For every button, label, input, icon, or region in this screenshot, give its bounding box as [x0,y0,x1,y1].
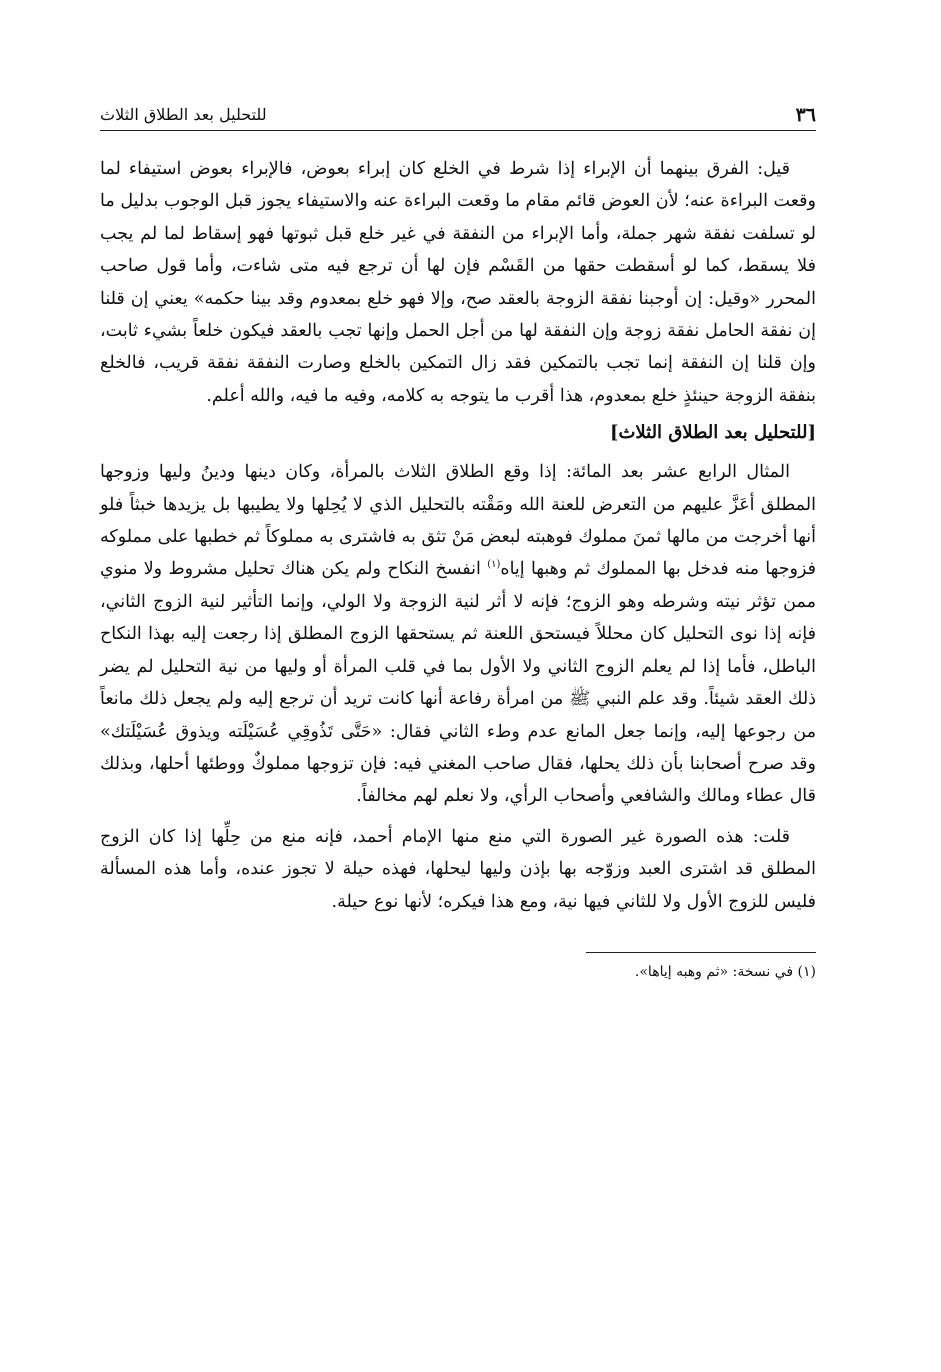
paragraph-spacer [100,813,816,821]
example-text-before-note: المثال الرابع عشر بعد المائة: إذا وقع الطلاق الثلاث بالمرأة، وكان دينها ودينُ وليها وزوجها المطلق أعَزَّ عليهم من التعرض للعنة الله ومَقْته بالتحليل الذي لا يُحِلها ولا يطيبها بل يزيدها خبثاً فلو أنها أخرجت من مالها ثمنَ مملوك فوهبته لبعض مَنْ تثق به فاشترى به مملوكاً ثم خطبها على مملوكه فزوجها منه فدخل بها المملوك ثم وهبها إياه [100,462,816,580]
footnote: (١) في نسخة: «ثم وهبه إياها». [634,963,816,980]
section-heading: [للتحليل بعد الطلاق الثلاث] [609,422,816,444]
page-number: ٣٦ [795,104,816,126]
paragraph-example-114 [100,456,816,812]
paragraph-khul-discussion: قيل: الفرق بينهما أن الإبراء إذا شرط في الخلع كان إبراء بعوض، فالإبراء بعوض استيفاء لما وقعت البراءة عنه؛ لأن العوض قائم مقام ما وقعت البراءة عنه والاستيفاء يجوز قبل الوجوب بدليل ما لو تسلفت نفقة شهر جملة، وأما الإبراء من النفقة في غير خلع قبل ثبوتها فهو إسقاط لما لم يجب فلا يسقط، كما لو أسقطت حقها من القَسْم فإن لها أن ترجع فيه متى شاءت، وأما قول صاحب المحرر «وقيل: إن أوجبنا نفقة الزوجة بالعقد صح، وإلا فهو خلع بمعدوم وقد بينا حكمه» يعني إن قلنا إن نفقة الحامل نفقة زوجة وإن النفقة لها من أجل الحمل وإنها تجب بالعقد فيكون خلعاً بشيء ثابت، وإن قلنا إن النفقة إنما تجب بالتمكين فقد زال التمكين بالخلع وصارت النفقة نفقة قريب، فالخلع بنفقة الزوجة حينئذٍ خلع بمعدوم، هذا أقرب ما يتوجه به كلامه، وفيه ما فيه، والله أعلم. [100,159,816,406]
paragraph-closing: قلت: هذه الصورة غير الصورة التي منع منها الإمام أحمد، فإنه منع من حِلِّها إذا كان الزوج المطلق قد اشترى العبد وزوّجه بها بإذن وليها ليحلها، فهذه حيلة لا تجوز عنده، وأما هذه المسألة فليس للزوج الأول ولا للثاني فيها نية، ومع هذا فيكره؛ لأنها نوع حيلة. [100,826,816,912]
document-page [100,104,816,985]
running-title: للتحليل بعد الطلاق الثلاث [100,105,267,124]
footnote-marker: (١) [487,559,501,571]
footnote-divider [586,952,816,953]
example-text-after-note: انفسخ النكاح ولم يكن هناك تحليل مشروط ولا منوي ممن تؤثر نيته وشرطه وهو الزوج؛ فإنه لا أثر لنية الزوجة ولا الولي، وإنما التأثير لنية الزوج الثاني، فإنه إذا نوى التحليل كان محللاً فيستحق اللعنة ثم يستحقها الزوج المطلق إذا رجعت إليه بهذا النكاح الباطل، فأما إذا لم يعلم الزوج الثاني ولا الأول بما في قلب المرأة أو وليها من نية التحليل لم يضر ذلك العقد شيئاً. وقد علم النبي ﷺ من امرأة رفاعة أنها كانت تريد أن ترجع إليه ولم يجعل ذلك مانعاً من رجوعها إليه، وإنما جعل المانع عدم وطء الثاني فقال: «حَتَّى تَذُوقِي عُسَيْلَته ويذوق عُسَيْلَتك» وقد صرح أصحابنا بأن ذلك يحلها، فقال صاحب المغني فيه: فإن تزوجها مملوكٌ ووطئها أحلها، وبذلك قال عطاء ومالك والشافعي وأصحاب الرأي، ولا نعلم لهم مخالفاً. [100,559,816,807]
running-header [100,104,816,131]
body-text [100,153,816,918]
